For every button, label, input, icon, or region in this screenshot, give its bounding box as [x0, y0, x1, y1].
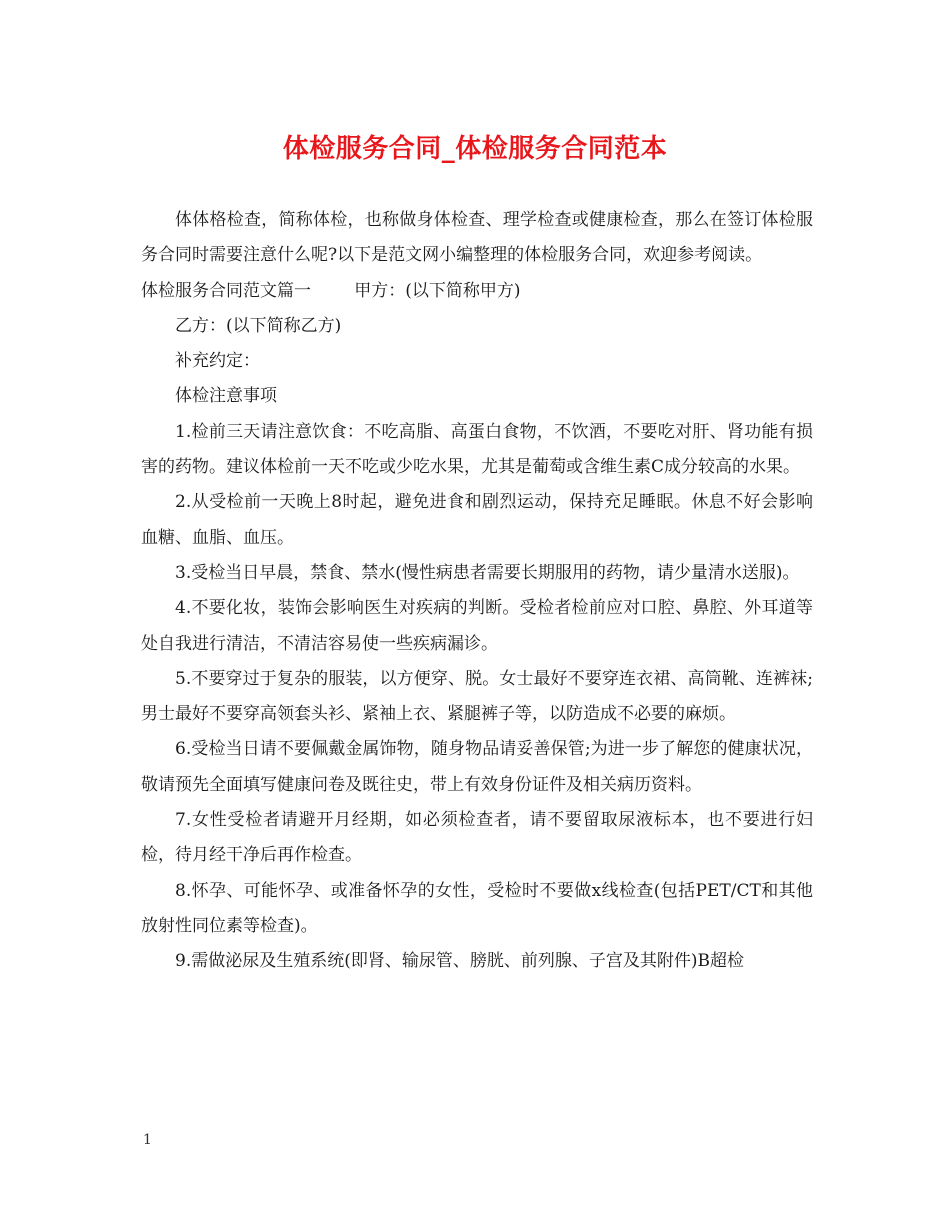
note-item-4: 4.不要化妆，装饰会影响医生对疾病的判断。受检者检前应对口腔、鼻腔、外耳道等处自我进行清洁，不清洁容易使一些疾病漏诊。	[141, 598, 813, 654]
note-item-2: 2.从受检前一天晚上8时起，避免进食和剧烈运动，保持充足睡眠。休息不好会影响血糖、血脂、血压。	[141, 492, 813, 548]
note-item-8: 8.怀孕、可能怀孕、或准备怀孕的女性，受检时不要做x线检查(包括PET/CT和其他放射性同位素等检查)。	[141, 880, 813, 936]
note-item-3: 3.受检当日早晨，禁食、禁水(慢性病患者需要长期服用的药物，请少量清水送服)。	[175, 562, 800, 583]
contract-party-b-line: 乙方：(以下简称乙方)	[175, 315, 342, 336]
page-number: 1	[143, 1132, 152, 1148]
contract-party-a-line: 体检服务合同范文篇一 甲方：(以下简称甲方)	[141, 280, 521, 301]
note-item-9: 9.需做泌尿及生殖系统(即肾、输尿管、膀胱、前列腺、子宫及其附件)B超检	[175, 951, 744, 972]
supplementary-agreement-label: 补充约定：	[175, 351, 260, 372]
note-item-1: 1.检前三天请注意饮食：不吃高脂、高蛋白食物，不饮酒，不要吃对肝、肾功能有损害的药物。建议体检前一天不吃或少吃水果，尤其是葡萄或含维生素C成分较高的水果。	[141, 421, 813, 478]
document-title: 体检服务合同_体检服务合同范本	[282, 134, 668, 164]
note-item-5: 5.不要穿过于复杂的服装，以方便穿、脱。女士最好不要穿连衣裙、高筒靴、连裤袜;男士最好不要穿高领套头衫、紧袖上衣、紧腿裤子等，以防造成不必要的麻烦。	[141, 668, 813, 725]
note-item-7: 7.女性受检者请避开月经期，如必须检查者，请不要留取尿液标本，也不要进行妇检，待月经干净后再作检查。	[141, 810, 813, 866]
intro-paragraph: 体体格检查，简称体检，也称做身体检查、理学检查或健康检查，那么在签订体检服务合同时需要注意什么呢?以下是范文网小编整理的体检服务合同，欢迎参考阅读。	[141, 210, 813, 266]
note-item-6: 6.受检当日请不要佩戴金属饰物，随身物品请妥善保管;为进一步了解您的健康状况，敬请预先全面填写健康问卷及既往史，带上有效身份证件及相关病历资料。	[141, 739, 813, 795]
document-body	[141, 203, 813, 980]
section-heading-notes: 体检注意事项	[175, 386, 277, 407]
